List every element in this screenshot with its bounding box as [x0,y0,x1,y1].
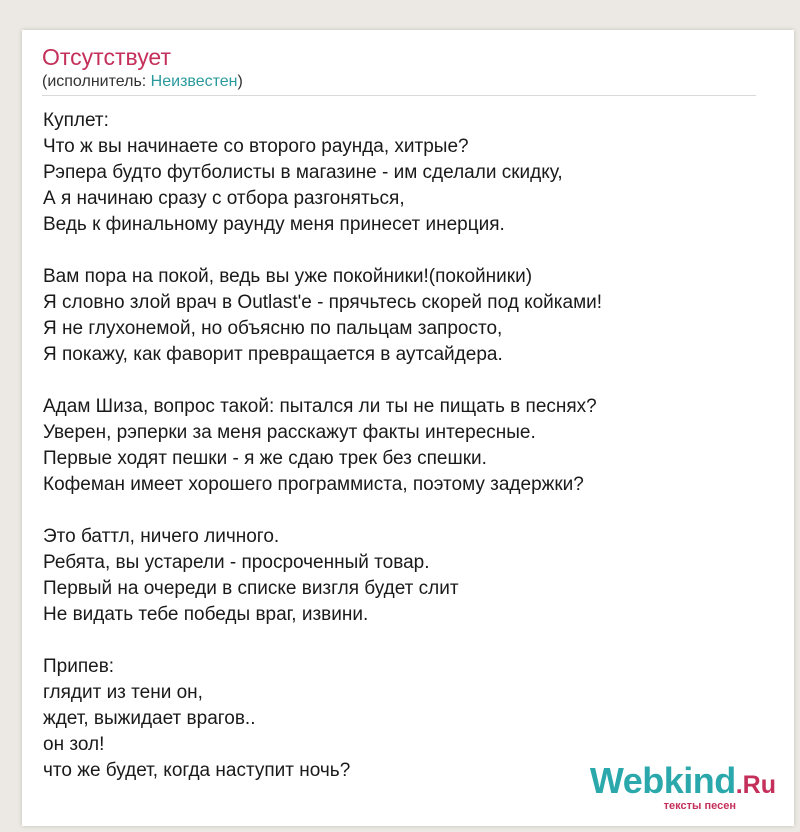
lyric-line: ждет, выжидает врагов.. [43,708,256,729]
stanza-gap [43,498,763,524]
logo-tagline: тексты песен [663,800,736,812]
stanza-gap [43,368,763,394]
lyric-line: Не видать тебе победы враг, извини. [43,604,369,625]
lyric-line: Ведь к финальному раунду меня принесет инерция. [43,214,505,235]
artist-prefix: (исполнитель: [42,73,151,90]
lyric-line: Я не глухонемой, но объясню по пальцам запросто, [43,318,503,339]
title-divider [42,95,756,96]
lyric-line: глядит из тени он, [43,682,203,703]
lyric-line: он зол! [43,734,105,755]
lyric-line: Ребята, вы устарели - просроченный товар. [43,552,430,573]
lyric-line: Вам пора на покой, ведь вы уже покойники!(покойники) [43,266,533,287]
stanza-gap [43,238,763,264]
lyric-line: Я покажу, как фаворит превращается в аутсайдера. [43,344,503,365]
lyric-line: Первый на очереди в списке визгля будет слит [43,578,459,599]
artist-link[interactable]: Неизвестен [150,73,238,90]
lyrics-card [22,30,794,826]
lyric-line: Припев: [43,656,115,677]
logo-wordmark [589,760,776,803]
lyric-line: Кофеман имеет хорошего программиста, поэтому задержки? [43,474,584,495]
logo-tld: .Ru [735,771,776,799]
lyric-line: Уверен, рэперки за меня расскажут факты интересные. [43,422,536,443]
song-title: Отсутствует [42,44,171,70]
lyric-line: Адам Шиза, вопрос такой: пытался ли ты не пищать в песнях? [43,396,597,417]
lyric-line: Что ж вы начинаете со второго раунда, хитрые? [43,136,469,157]
lyric-line: Рэпера будто футболисты в магазине - им сделали скидку, [43,162,563,183]
stanza-gap [43,628,763,654]
lyric-line: что же будет, когда наступит ночь? [43,760,351,781]
logo-brand: Webkind [589,760,736,801]
lyrics-body [43,108,763,784]
lyric-line: А я начинаю сразу с отбора разгоняться, [43,188,405,209]
artist-line [42,72,243,92]
lyric-line: Куплет: [43,110,109,131]
lyric-line: Я словно злой врач в Outlast'e - прячьтесь скорей под койками! [43,292,603,313]
site-logo[interactable] [589,760,776,812]
artist-suffix: ) [237,73,243,90]
lyric-line: Это баттл, ничего личного. [43,526,280,547]
lyric-line: Первые ходят пешки - я же сдаю трек без спешки. [43,448,487,469]
